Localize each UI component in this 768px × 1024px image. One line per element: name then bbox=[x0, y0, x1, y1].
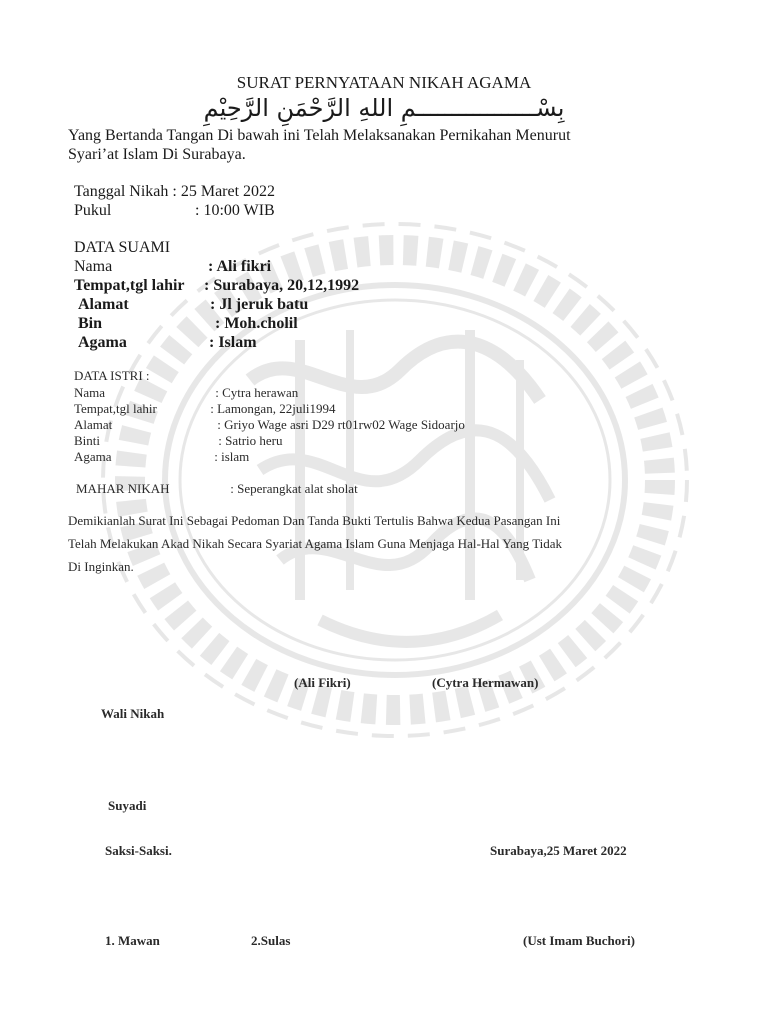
wedding-date-value: : 25 Maret 2022 bbox=[172, 183, 276, 200]
document-title: SURAT PERNYATAAN NIKAH AGAMA bbox=[236, 73, 532, 92]
husband-field-value: : Moh.cholil bbox=[215, 315, 298, 332]
wife-field-label: Binti bbox=[74, 433, 101, 448]
wife-field-value: : Lamongan, 22juli1994 bbox=[210, 401, 336, 416]
witnesses-label: Saksi-Saksi. bbox=[105, 843, 172, 858]
husband-heading: DATA SUAMI bbox=[74, 239, 171, 256]
closing-line-1: Demikianlah Surat Ini Sebagai Pedoman Dan Tanda Bukti Tertulis Bahwa Kedua Pasangan Ini bbox=[68, 513, 561, 528]
officiant-name: (Ust Imam Buchori) bbox=[523, 933, 635, 948]
basmalah: بِسْـــــــــــــــــمِ اللهِ الرَّحْمَنِ الرَّحِيْمِ bbox=[203, 94, 565, 122]
intro-line-1: Yang Bertanda Tangan Di bawah ini Telah Melaksanakan Pernikahan Menurut bbox=[68, 127, 571, 144]
closing-line-2: Telah Melakukan Akad Nikah Secara Syariat Agama Islam Guna Menjaga Hal-Hal Yang Tidak bbox=[68, 536, 563, 551]
wife-field-value: : Satrio heru bbox=[218, 433, 283, 448]
place-date: Surabaya,25 Maret 2022 bbox=[490, 843, 627, 858]
wedding-time-value: : 10:00 WIB bbox=[195, 202, 275, 219]
wedding-date-row bbox=[74, 183, 275, 201]
guardian-label: Wali Nikah bbox=[101, 706, 165, 721]
husband-field-label: Tempat,tgl lahir bbox=[74, 277, 185, 294]
wife-field-label: Tempat,tgl lahir bbox=[74, 401, 157, 416]
wife-field-label: Nama bbox=[74, 385, 106, 400]
husband-field-value: : Islam bbox=[209, 334, 257, 351]
wife-field bbox=[74, 433, 283, 449]
husband-field-label: Agama bbox=[78, 334, 127, 351]
husband-field-label: Alamat bbox=[78, 296, 129, 313]
husband-field bbox=[74, 277, 359, 295]
dowry-row bbox=[76, 481, 358, 497]
husband-field-value: : Surabaya, 20,12,1992 bbox=[204, 277, 360, 294]
groom-signature-name: (Ali Fikri) bbox=[294, 675, 351, 690]
intro-line-2: Syari’at Islam Di Surabaya. bbox=[68, 146, 246, 163]
wedding-date-label: Tanggal Nikah bbox=[74, 183, 169, 200]
husband-field bbox=[78, 315, 298, 333]
husband-field-label: Nama bbox=[74, 258, 113, 275]
husband-field-value: : Jl jeruk batu bbox=[210, 296, 309, 313]
husband-field-label: Bin bbox=[78, 315, 103, 332]
husband-field bbox=[78, 334, 257, 352]
wife-field bbox=[74, 449, 249, 465]
wife-field-label: Alamat bbox=[74, 417, 113, 432]
husband-field bbox=[78, 296, 308, 314]
wedding-time-row bbox=[74, 202, 275, 220]
wife-field bbox=[74, 417, 465, 433]
dowry-value: : Seperangkat alat sholat bbox=[230, 481, 358, 496]
wife-field-value: : Cytra herawan bbox=[215, 385, 299, 400]
husband-field-value: : Ali fikri bbox=[208, 258, 272, 275]
wife-field-value: : islam bbox=[214, 449, 250, 464]
wife-field-label: Agama bbox=[74, 449, 112, 464]
witness-2: 2.Sulas bbox=[251, 933, 291, 948]
witness-1: 1. Mawan bbox=[105, 933, 160, 948]
wife-field-value: : Griyo Wage asri D29 rt01rw02 Wage Sidoarjo bbox=[217, 417, 465, 432]
husband-field bbox=[74, 258, 271, 276]
closing-line-3: Di Inginkan. bbox=[68, 559, 134, 574]
guardian-name: Suyadi bbox=[108, 798, 147, 813]
wife-field bbox=[74, 385, 298, 401]
dowry-label: MAHAR NIKAH bbox=[76, 481, 170, 496]
wife-field bbox=[74, 401, 336, 417]
wedding-time-label: Pukul bbox=[74, 202, 112, 219]
wife-heading: DATA ISTRI : bbox=[74, 368, 150, 383]
bride-signature-name: (Cytra Hermawan) bbox=[432, 675, 539, 690]
